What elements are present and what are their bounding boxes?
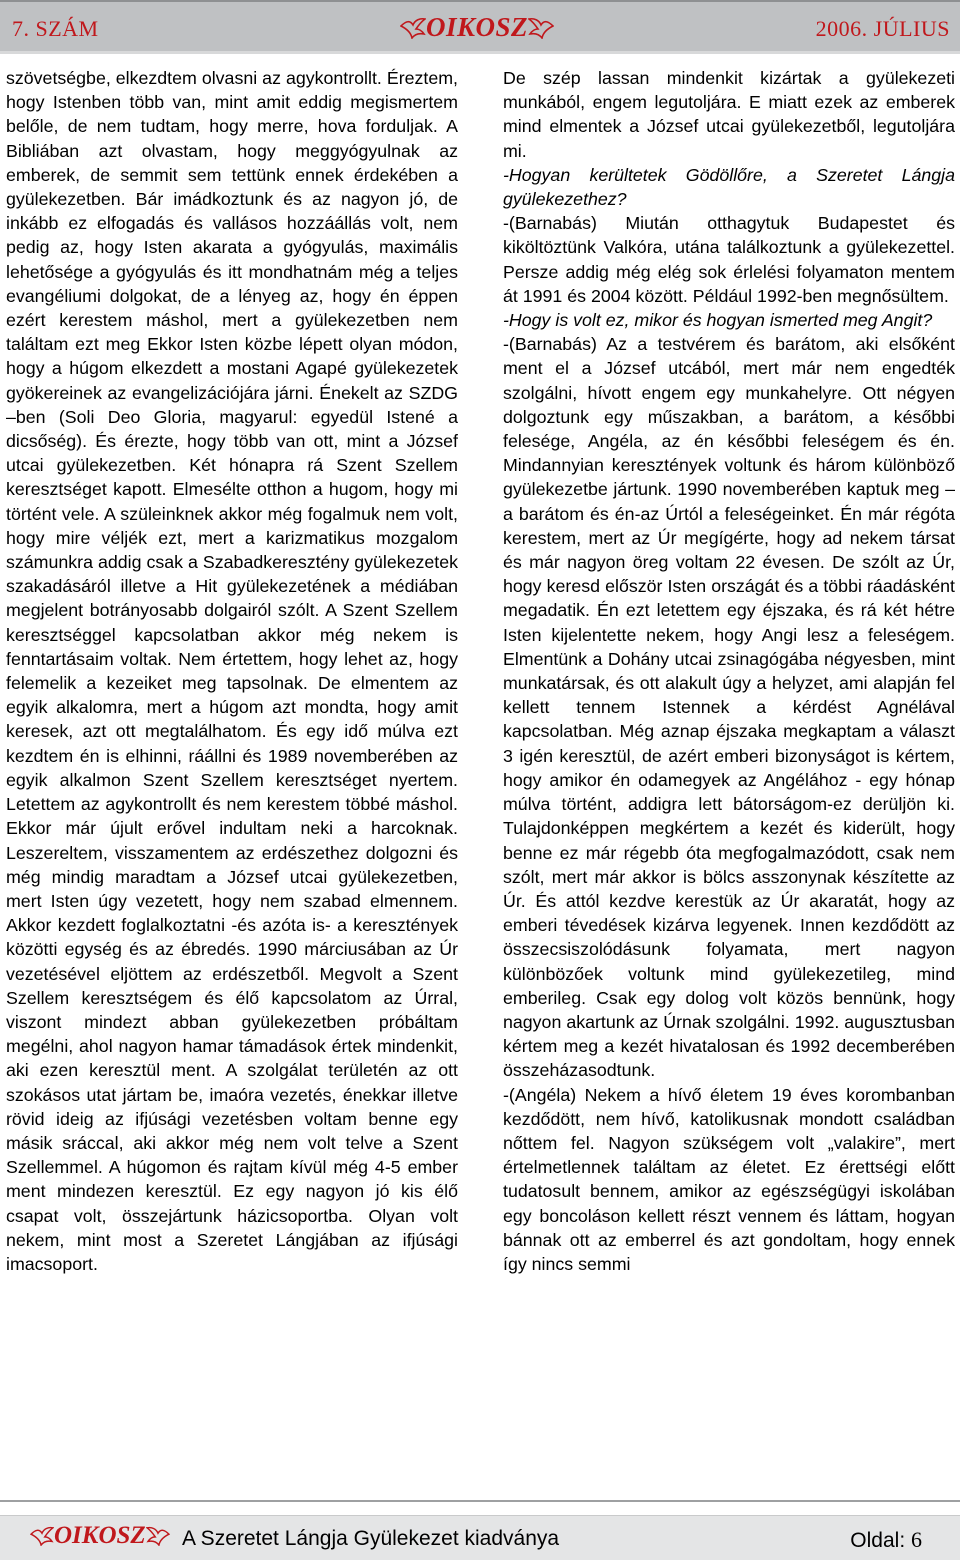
page-indicator [850,1527,922,1553]
logo-text: OIKOSZ [54,1522,146,1549]
publisher-name: A Szeretet Lángja Gyülekezet kiadványa [182,1527,560,1550]
page-label: Oldal: [850,1529,906,1552]
paragraph: szövetségbe, elkezdtem olvasni az agykontrollt. Éreztem, hogy Istenben több van, mint amit eddig megismertem belőle, de nem tudtam, hogy merre, hova forduljak. A Bibliában azt olvastam, hogy meggyógyulnak az emberek, de semmit sem tettünk ennek érdekében a gyülekezetben. Bár imádkoztunk és az nagyon jó, de inkább ez elfogadás és vallásos hozzáállás volt, nem pedig az, hogy Isten akarata a gyógyulás, maximális lehetősége a gyógyulás és itt mondhatnám még a teljes evangéliumi dolgokat, de a lényeg az, hogy én éppen ezért kerestem máshol, mert a gyülekezetben nem találtam ezt meg Ekkor Isten közbe lépett olyan módon, hogy a húgom elkezdett a mostani Agapé gyülekezetek gyökereinek az evangelizációjára járni. Énekelt az SZDG –ben (Soli Deo Gloria, magyarul: egyedül Istené a dicsőség). És érezte, hogy több van ott, mint a József utcai gyülekezetben. Két hónapra rá Szent Szellem keresztséget kapott. Elmesélte otthon a hugom, hogy mi történt vele. A szüleinknek akkor még fogalmuk nem volt, hogy mire véljék ezt, mert a karizmatikus mozgalom számunkra addig csak a Szabadkeresztény gyülekezetek szakadásáról illetve a Hit gyülekezetének a médiában megjelent botrányosabb dolgairól szólt. A Szent Szellem keresztséggel kapcsolatban akkor még nekem is fenntartásaim voltak. Nem értettem, hogy lehet az, hogy felemelik a kezeiket meg tapsolnak. De elmentem az egyik alkalomra, mert a húgom azt mondta, hogy amit keresek, azt ott megtalálhatom. És egy idő múlva ezt kezdtem én is elhinni, ráállni és 1989 novemberében az egyik alkalmon Szent Szellem keresztséget nyertem. Letettem az agykontrollt és nem kerestem többé máshol. Ekkor már újult erővel indultam neki a harcoknak. Leszereltem, visszamentem az erdészethez dolgozni és még mindig maradtam a József utcai gyülekezetben, mert Isten úgy vezetett, hogy nem szabad elmennem. Akkor kezdett foglalkoztatni -és azóta is- a keresztények közötti egység és az ébredés. 1990 márciusában az Úr vezetésével eljöttem az erdészetből. Megvolt a Szent Szellem keresztségem és élő kapcsolatom az Úrral, viszont mindezt abban gyülekezetben próbáltam megélni, ahol nagyon hamar támadások értek mindenkit, aki ezen keresztül ment. A szolgálat területén az ott szokásos utat jártam be, imaóra vezetés, énekkar illetve rövid ideig az ifjúsági vezetésben voltam benne egy másik sráccal, aki akkor még nem volt telve a Szent Szellemmel. A húgomon és rajtam kívül még 4-5 ember ment mindezen keresztül. Ez egy nagyon jó kis élő csapat volt, összejártunk házicsoportba. Olyan volt nekem, mint most a Szeretet Lángjában az ifjúsági imacsoport. [6,68,458,1274]
footer-divider [0,1500,960,1502]
interview-question: -Hogy is volt ez, mikor és hogyan ismerted meg Angit? [503,310,933,331]
oikosz-logo [400,12,554,43]
right-column [503,66,955,1496]
dove-icon [146,1526,170,1546]
logo-text: OIKOSZ [426,12,529,42]
oikosz-logo [30,1522,170,1550]
left-column [6,66,458,1496]
paragraph: De szép lassan mindenkit kizártak a gyülekezeti munkából, engem legutoljára. E miatt ezek az emberek mind elmentek a József utcai gyülekezetből, legutoljára mi. [503,68,955,161]
issue-number: 7. SZÁM [12,16,99,41]
issue-date: 2006. JÚLIUS [815,16,950,41]
dove-icon [528,17,554,39]
page-header [0,0,960,54]
dove-icon [30,1526,54,1546]
page-number: 6 [911,1527,922,1552]
paragraph: -(Barnabás) Az a testvérem és barátom, aki elsőként ment el a József utcából, mert már nem engedték szolgálni, hívott engem egy munkahelyre. Ott négyen dolgoztunk egy műszakban, a barátom, a későbbi felesége, Angéla, az én későbbi feleségem és én. Mindannyian keresztények voltunk és három különböző gyülekezetbe jártunk. 1990 novemberében kaptuk meg –a barátom és én-az Úrtól a feleségeinket. Én már régóta kerestem, mert az Úr megígérte, hogy ad nekem társat és már nagyon öreg voltam 22 évesen. De szólt az Úr, hogy keresd először Isten országát és a többi ráadásként megadatik. Én ezt letettem egy éjszaka, és rá két hétre Isten kijelentette nekem, hogy Angi lesz a feleségem. Elmentünk a Dohány utcai zsinagógába négyesben, mint munkatársak, és ott alakult úgy a helyzet, ami alapján fel kellett tennem Istennek a kérdést Agnélával kapcsolatban. Még aznap éjszaka megkaptam a választ 3 igén keresztül, de azért emberi bizonyságot is kértem, hogy amikor én odamegyek az Angélához - egy hónap múlva történt, addigra lett bátorságom-ez derüljön ki. Tulajdonképpen megkértem a kezét és kiderült, hogy benne ez már régebb óta megfogalmazódott, csak nem szólt, mert már akkor is bölcs asszonynak készítette az Úr. És attól kezdve kerestük az Úr akaratát, hogy az emberi tévedések kizárva legyenek. Innen kezdődött az összecsiszolódásunk folyamata, mert nagyon különbözőek voltunk mind gyülekezetileg, mind emberileg. Csak egy dolog volt közös bennünk, hogy nagyon akartunk az Úrnak szolgálni. 1992. augusztusban kértem meg a kezét hivatalosan és 1992 decemberében összeházasodtunk. [503,334,955,1081]
paragraph: -(Angéla) Nekem a hívő életem 19 éves korombanban kezdődött, nem hívő, katolikusnak mondott családban nőttem fel. Nagyon szükségem volt „valakire”, mert értelmetlennek találtam az életet. Ez érettségi előtt tudatosult bennem, amikor az egészségügyi iskolában egy boncoláson kellett részt vennem és láttam, hogyan bánnak ott az emberrel és azt gondoltam, hogy ennek így nincs semmi [503,1084,955,1274]
interview-question: -Hogyan kerültetek Gödöllőre, a Szeretet Lángja gyülekezethez? [503,164,955,210]
page-footer [0,1515,960,1560]
dove-icon [400,17,426,39]
paragraph: -(Barnabás) Miután otthagytuk Budapestet és kiköltöztünk Valkóra, utána találkoztunk a gyülekezettel. Persze addig még elég sok érlelési folyamaton mentem át 1991 és 2004 között. Például 1992-ben megnősültem. [503,213,955,306]
